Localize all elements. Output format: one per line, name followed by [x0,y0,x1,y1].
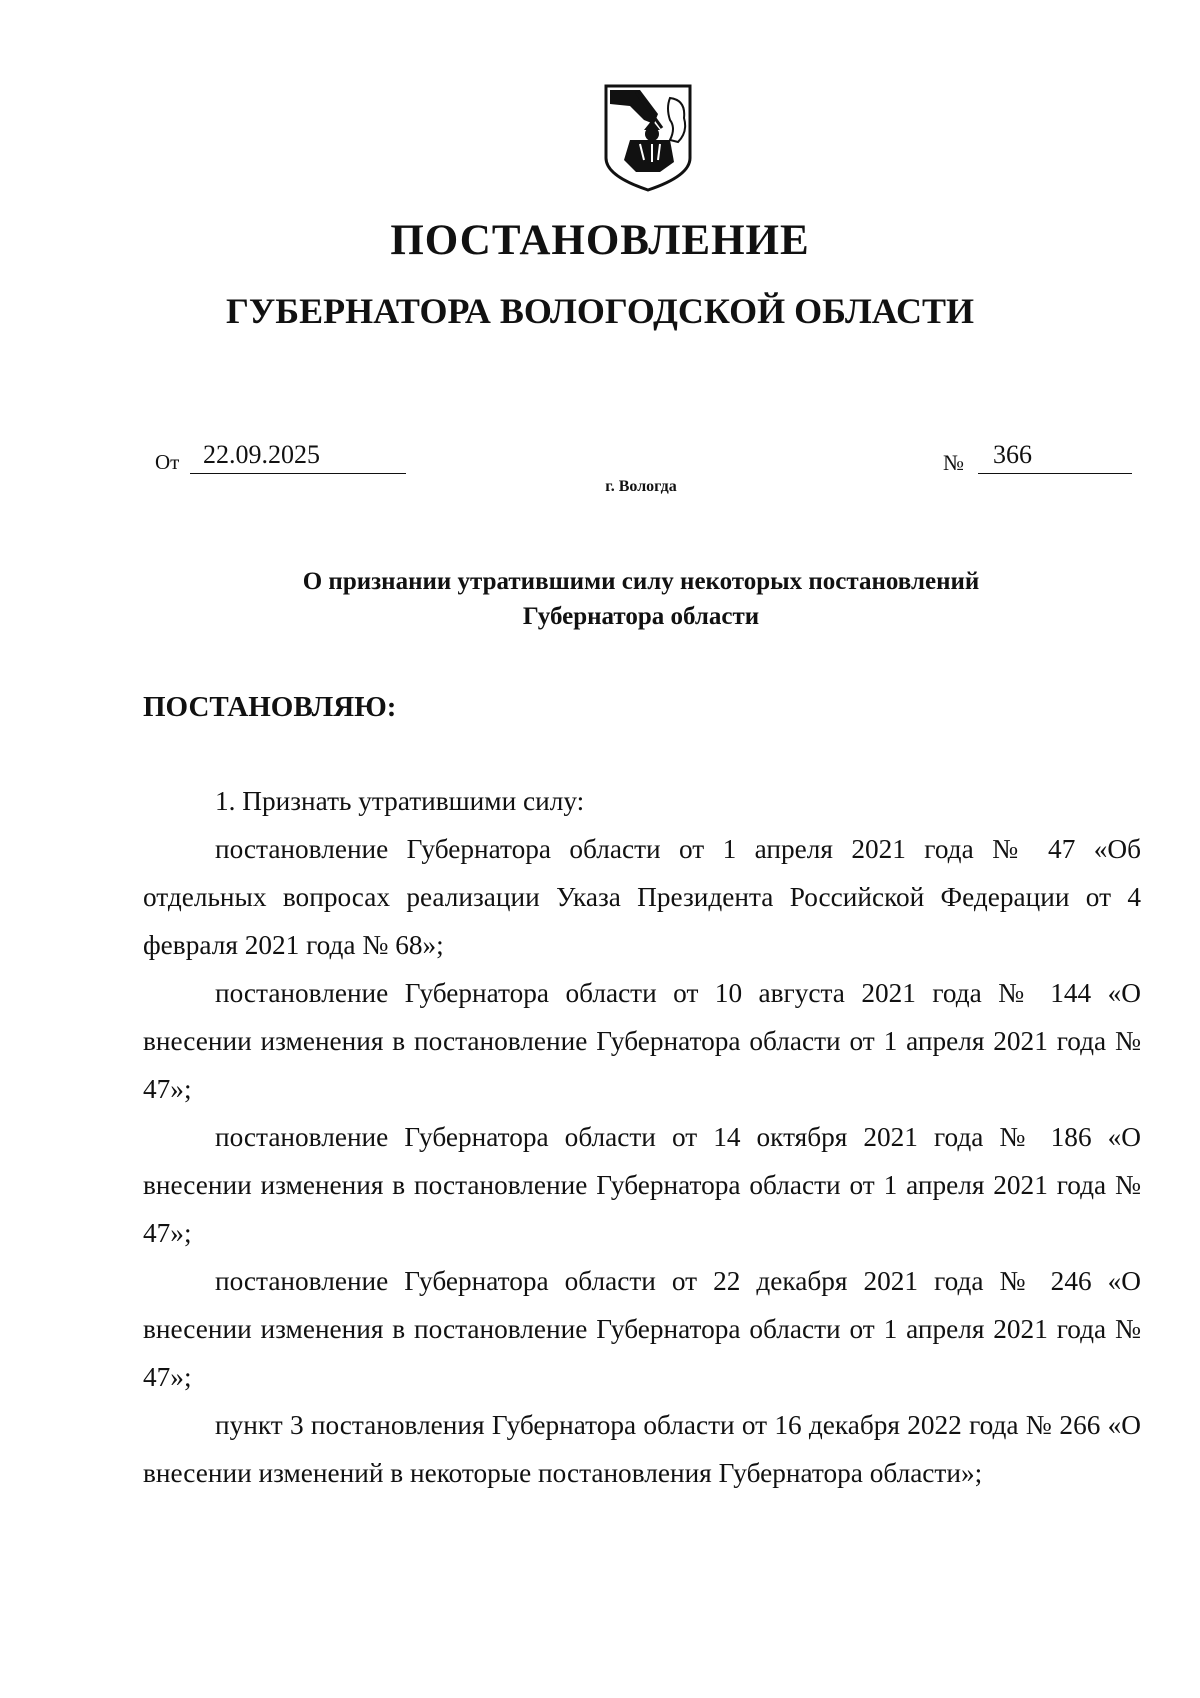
body-paragraph: постановление Губернатора области от 22 декабря 2021 года № 246 «О внесении изменения в постановление Губернатора области от 1 апреля 2021 года № 47»; [143,1266,1141,1392]
vologda-coat-of-arms-icon [600,80,696,192]
body-paragraph: постановление Губернатора области от 10 августа 2021 года № 144 «О внесении изменения в постановление Губернатора области от 1 апреля 2021 года № 47»; [143,978,1141,1104]
document-subtitle: ГУБЕРНАТОРА ВОЛОГОДСКОЙ ОБЛАСТИ [225,291,975,331]
number-value: 366 [993,440,1032,469]
body-paragraph: постановление Губернатора области от 14 октября 2021 года № 186 «О внесении изменения в постановление Губернатора области от 1 апреля 2021 года № 47»; [143,1122,1141,1248]
subject-heading [0,564,1200,634]
decree-word: ПОСТАНОВЛЯЮ: [143,691,397,723]
body-paragraph: постановление Губернатора области от 1 апреля 2021 года № 47 «Об отдельных вопросах реализации Указа Президента Российской Федерации от 4 февраля 2021 года № 68»; [143,834,1141,960]
subject-line-2: Губернатора области [522,603,760,630]
body-paragraph: 1. Признать утратившими силу: [215,786,585,816]
document-title: ПОСТАНОВЛЕНИЕ [390,217,810,264]
date-value: 22.09.2025 [203,440,320,469]
date-label: От [155,450,180,474]
body-paragraph: пункт 3 постановления Губернатора области от 16 декабря 2022 года № 266 «О внесении изменений в некоторые постановления Губернатора области»; [143,1410,1141,1488]
subject-line-1: О признании утратившими силу некоторых постановлений [302,568,980,595]
number-underline [978,473,1132,474]
document-body [143,777,1141,1497]
number-label: № [943,450,964,475]
date-underline [190,473,406,474]
city: г. Вологда [605,478,677,495]
